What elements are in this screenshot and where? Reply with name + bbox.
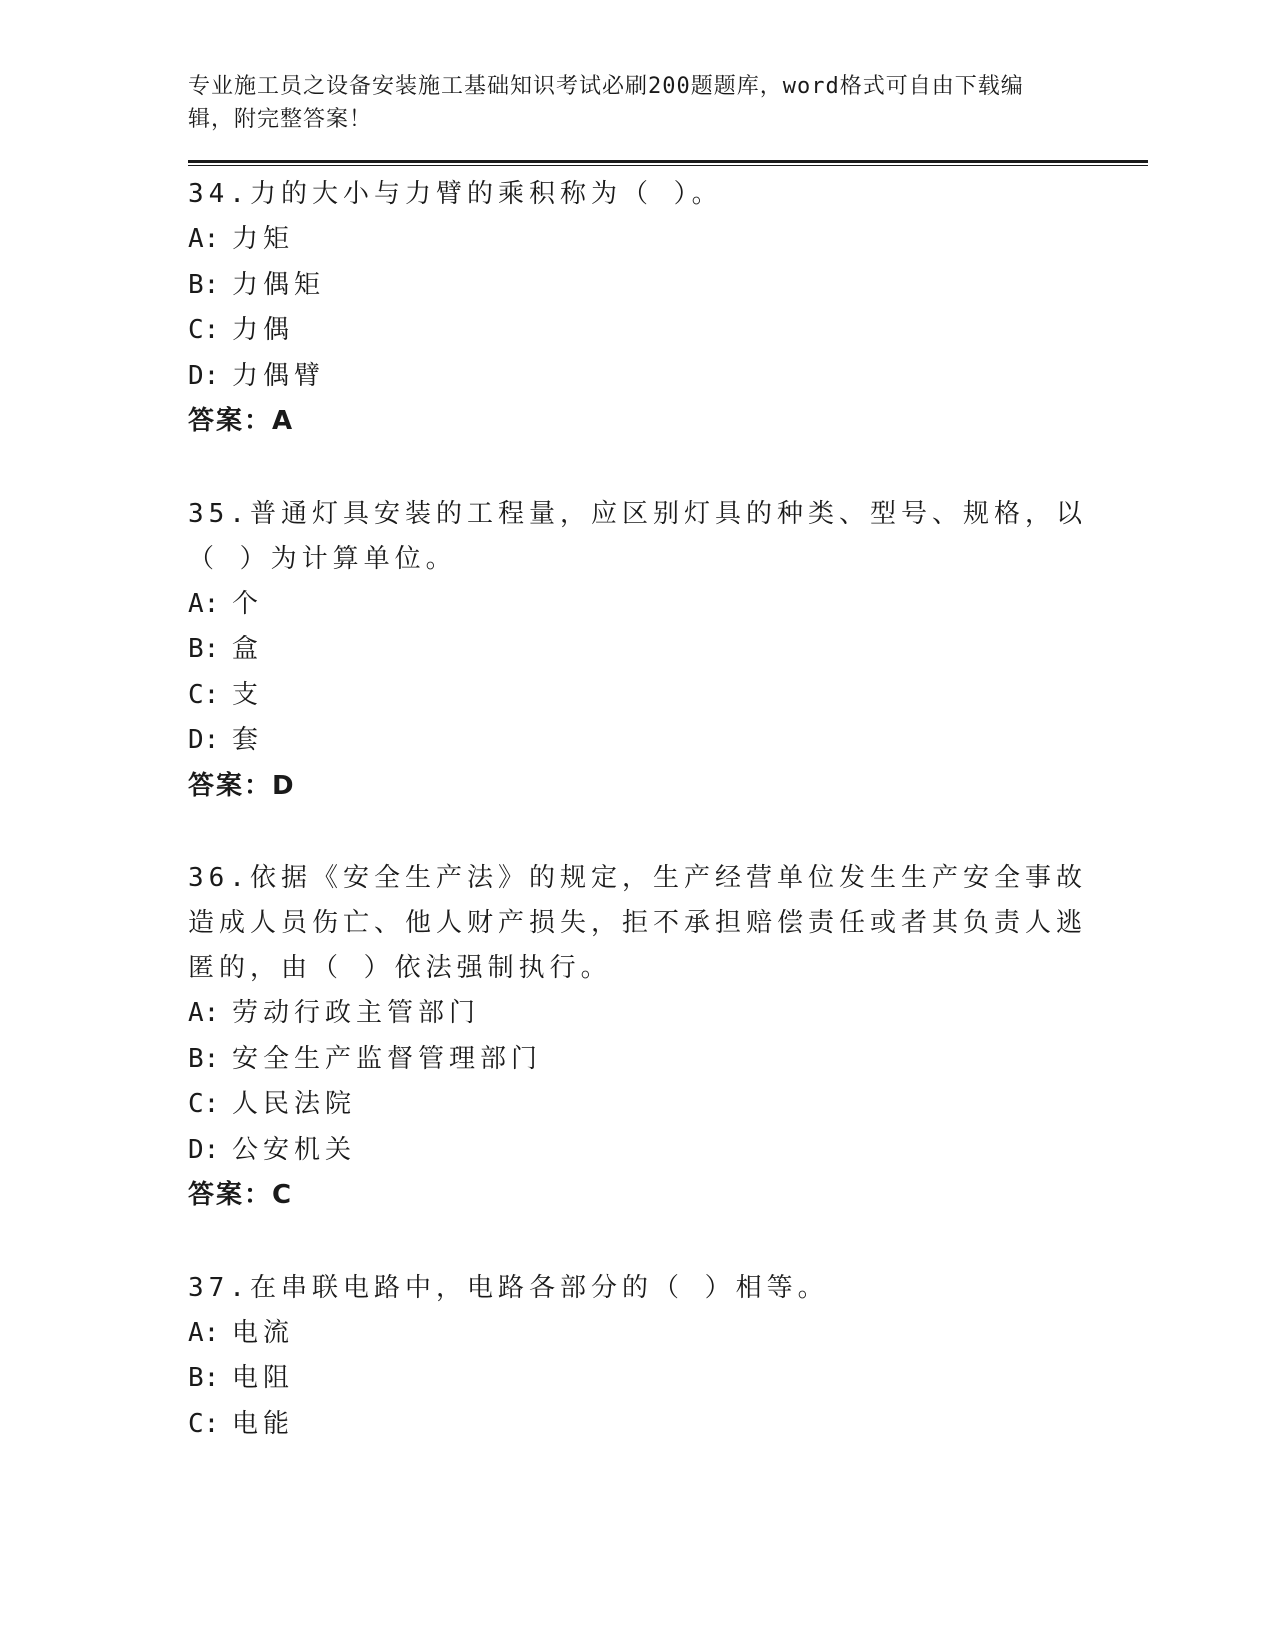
- option-text: 盒: [232, 634, 264, 664]
- option-text: 安全生产监督管理部门: [232, 1043, 543, 1074]
- question-list: [188, 172, 1148, 1447]
- option-letter: C:: [188, 1089, 220, 1119]
- question-37: [188, 1266, 1148, 1448]
- option-letter: A:: [188, 588, 220, 619]
- option-a: [188, 991, 1148, 1037]
- option-b: [188, 1037, 1148, 1083]
- option-letter: A:: [188, 1317, 220, 1348]
- option-text: 人民法院: [232, 1089, 357, 1119]
- option-letter: D:: [188, 725, 220, 755]
- option-text: 个: [232, 588, 264, 619]
- option-c: [188, 673, 1148, 719]
- option-text: 劳动行政主管部门: [232, 998, 481, 1028]
- option-d: [188, 354, 1148, 400]
- question-34: [188, 172, 1148, 445]
- option-text: 支: [232, 679, 264, 710]
- option-b: [188, 263, 1148, 309]
- answer-line: 答案：A: [188, 406, 295, 436]
- option-c: [188, 1402, 1148, 1448]
- option-letter: B:: [188, 269, 220, 300]
- option-a: [188, 217, 1148, 263]
- option-letter: C:: [188, 1408, 220, 1439]
- option-text: 力偶臂: [232, 360, 326, 391]
- option-letter: C:: [188, 679, 220, 710]
- option-text: 电阻: [232, 1363, 295, 1393]
- option-text: 套: [232, 725, 264, 755]
- answer-line: 答案：C: [188, 1180, 294, 1210]
- option-text: 电能: [232, 1408, 295, 1439]
- answer-line: 答案：D: [188, 770, 296, 801]
- document-header: 专业施工员之设备安装施工基础知识考试必刷200题题库，word格式可自由下载编辑，附完整答案！: [188, 74, 1024, 132]
- option-letter: B:: [188, 1043, 220, 1074]
- question-35: [188, 492, 1148, 810]
- option-letter: B:: [188, 634, 220, 664]
- option-c: [188, 308, 1148, 354]
- document-page: [188, 70, 1148, 1494]
- option-letter: A:: [188, 998, 220, 1028]
- option-letter: C:: [188, 315, 220, 345]
- question-text: 35.普通灯具安装的工程量，应区别灯具的种类、型号、规格，以（ ）为计算单位。: [188, 498, 1087, 574]
- option-b: [188, 627, 1148, 673]
- option-text: 电流: [232, 1317, 295, 1348]
- question-36: [188, 856, 1148, 1219]
- option-c: [188, 1082, 1148, 1128]
- option-letter: D:: [188, 360, 220, 391]
- option-letter: D:: [188, 1134, 220, 1165]
- option-d: [188, 1128, 1148, 1174]
- option-d: [188, 718, 1148, 764]
- question-text: 37.在串联电路中，电路各部分的（ ）相等。: [188, 1272, 829, 1303]
- option-text: 公安机关: [232, 1134, 357, 1165]
- header-divider: [188, 160, 1148, 166]
- question-text: 36.依据《安全生产法》的规定，生产经营单位发生生产安全事故造成人员伤亡、他人财产损失，拒不承担赔偿责任或者其负责人逃匿的，由（ ）依法强制执行。: [188, 863, 1088, 983]
- option-text: 力偶: [232, 315, 295, 345]
- question-text: 34.力的大小与力臂的乘积称为（ ）。: [188, 179, 723, 209]
- option-letter: B:: [188, 1363, 220, 1393]
- option-a: [188, 1311, 1148, 1357]
- option-a: [188, 582, 1148, 628]
- option-letter: A:: [188, 224, 220, 254]
- option-text: 力矩: [232, 224, 295, 254]
- option-text: 力偶矩: [232, 269, 326, 300]
- option-b: [188, 1356, 1148, 1402]
